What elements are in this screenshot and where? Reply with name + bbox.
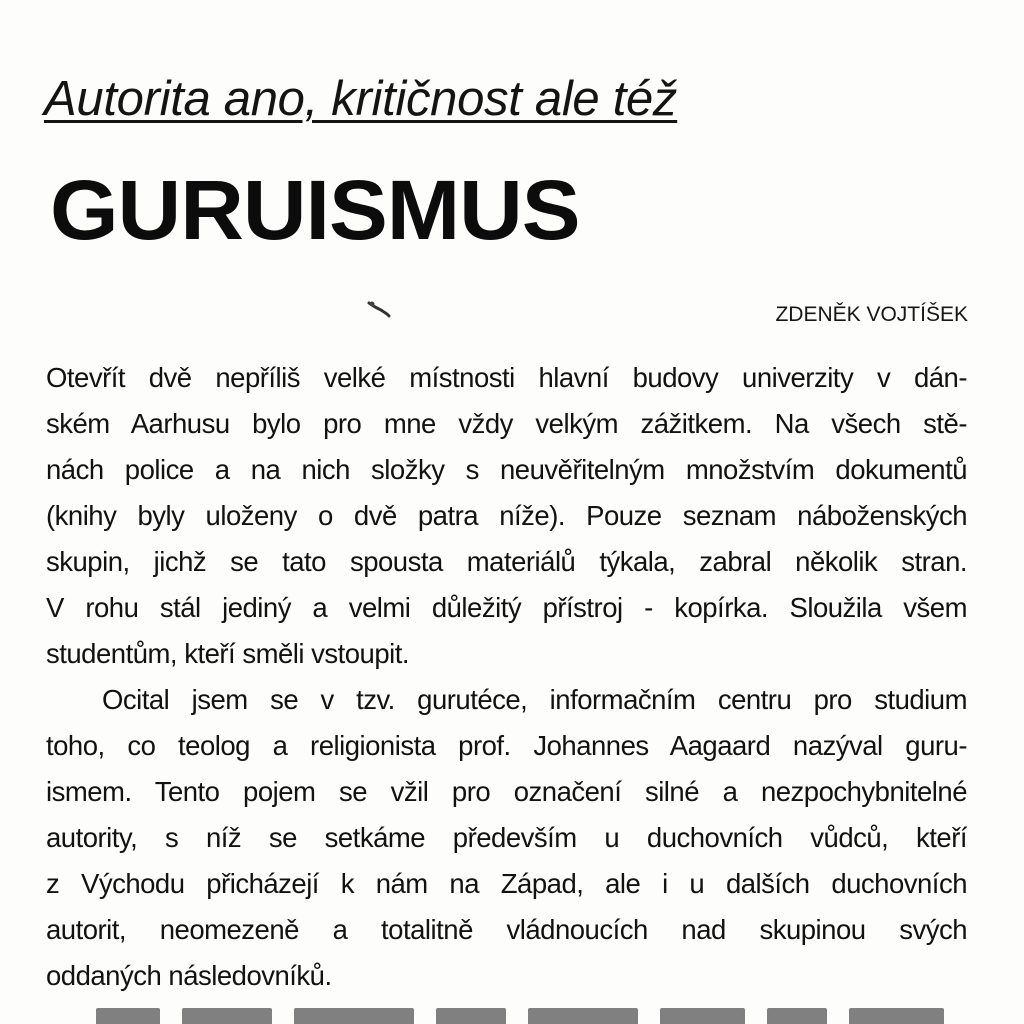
cropped-next-line xyxy=(96,1008,976,1024)
article-body xyxy=(46,355,967,999)
cropped-word xyxy=(660,1008,745,1024)
article-byline: ZDENĚK VOJTÍŠEK xyxy=(775,303,968,326)
cropped-word xyxy=(96,1008,160,1024)
text-line: nách police a na nich složky s neuvěřitelným množstvím dokumentů xyxy=(46,454,967,485)
text-line: oddaných následovníků. xyxy=(46,960,332,991)
paragraph-1 xyxy=(46,355,967,677)
text-line: Ocital jsem se v tzv. gurutéce, informačním centru pro studium xyxy=(102,684,967,715)
text-line: ismem. Tento pojem se vžil pro označení silné a nezpochybnitelné xyxy=(46,776,967,807)
cropped-word xyxy=(767,1008,827,1024)
article-headline: GURUISMUS xyxy=(50,163,580,257)
scan-speck-mark xyxy=(367,299,391,319)
cropped-word xyxy=(294,1008,414,1024)
text-line: ském Aarhusu bylo pro mne vždy velkým zážitkem. Na všech stě- xyxy=(46,408,967,439)
text-line: (knihy byly uloženy o dvě patra níže). Pouze seznam náboženských xyxy=(46,500,967,531)
cropped-word xyxy=(849,1008,944,1024)
text-line: toho, co teolog a religionista prof. Johannes Aagaard nazýval guru- xyxy=(46,730,967,761)
text-line: studentům, kteří směli vstoupit. xyxy=(46,638,410,669)
text-line: skupin, jichž se tato spousta materiálů týkala, zabral několik stran. xyxy=(46,546,967,577)
text-line: Otevřít dvě nepříliš velké místnosti hlavní budovy univerzity v dán- xyxy=(46,362,967,393)
paragraph-2 xyxy=(46,677,967,999)
cropped-word xyxy=(182,1008,272,1024)
text-line: V rohu stál jediný a velmi důležitý přístroj - kopírka. Sloužila všem xyxy=(46,592,967,623)
text-line: autorit, neomezeně a totalitně vládnoucích nad skupinou svých xyxy=(46,914,967,945)
text-line: autority, s níž se setkáme především u duchovních vůdců, kteří xyxy=(46,822,967,853)
article-kicker: Autorita ano, kritičnost ale též xyxy=(44,72,678,126)
cropped-word xyxy=(436,1008,506,1024)
cropped-word xyxy=(528,1008,638,1024)
text-line: z Východu přicházejí k nám na Západ, ale i u dalších duchovních xyxy=(46,868,967,899)
